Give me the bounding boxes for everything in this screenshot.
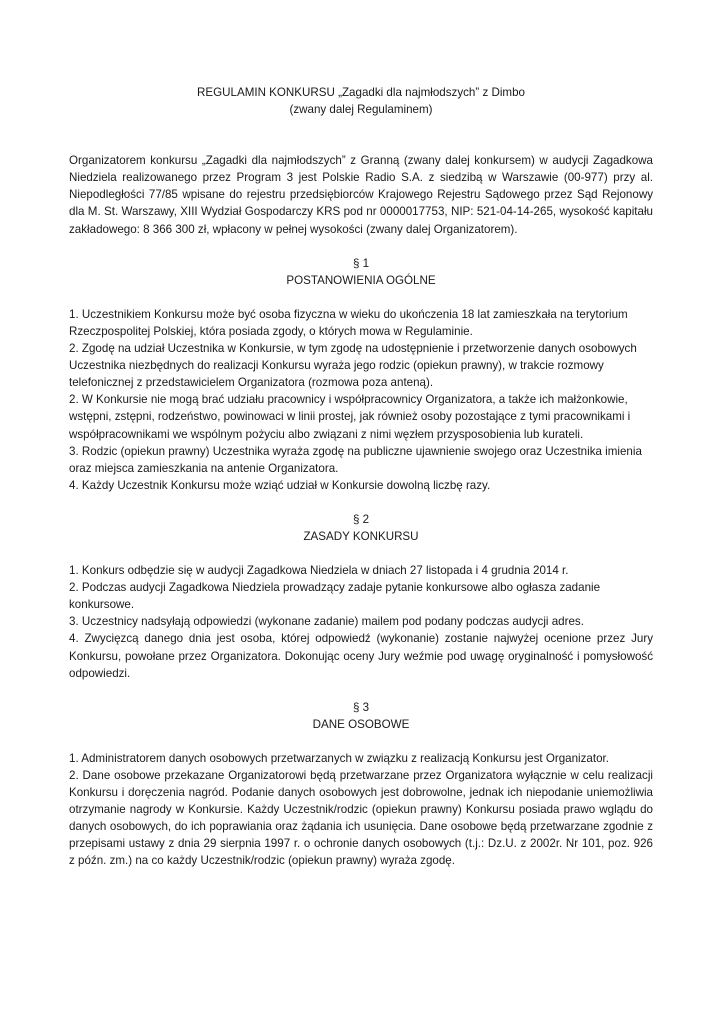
paragraph: 3. Uczestnicy nadsyłają odpowiedzi (wykonane zadanie) mailem pod podany podczas audycji adres. [69, 615, 584, 629]
section-body [69, 750, 653, 870]
paragraph: 4. Każdy Uczestnik Konkursu może wziąć udział w Konkursie dowolną liczbę razy. [69, 478, 491, 492]
paragraph: 1. Administratorem danych osobowych przetwarzanych w związku z realizacją Konkursu jest Organizator. [69, 751, 609, 765]
paragraph: 1. Konkurs odbędzie się w audycji Zagadkowa Niedziela w dniach 27 listopada i 4 grudnia 2014 r. [69, 564, 569, 578]
section-3 [69, 699, 653, 870]
document-title [69, 84, 653, 118]
section-1 [69, 255, 653, 494]
title-line-2: (zwany dalej Regulaminem) [289, 103, 433, 117]
title-line-1: REGULAMIN KONKURSU „Zagadki dla najmłodszych” z Dimbo [197, 86, 525, 99]
paragraph: 1. Uczestnikiem Konkursu może być osoba fizyczna w wieku do ukończenia 18 lat zamieszkała na terytorium Rzeczpospolitej Polskiej, która posiada zgody, o których mowa w Regulaminie. [69, 307, 628, 338]
section-title: DANE OSOBOWE [312, 717, 410, 731]
paragraph: 2. W Konkursie nie mogą brać udziału pracownicy i współpracownicy Organizatora, a także ich małżonkowie, wstępni, zstępni, rodzeństwo, powinowaci w linii prostej, jak również osoby pozostające z tymi pracownikami i współpracownikami we wspólnym pożyciu albo związani z nimi węzłem przysposobienia lub kurateli. [69, 393, 631, 441]
section-title: POSTANOWIENIA OGÓLNE [286, 273, 436, 287]
paragraph: 2. Dane osobowe przekazane Organizatorowi będą przetwarzane przez Organizatora wyłącznie w celu realizacji Konkursu i doręczenia nagród. Podanie danych osobowych jest dobrowolne, jednak ich niepodanie uniemożliwia otrzymanie nagrody w Konkursie. Każdy Uczestnik/rodzic (opiekun prawny) Konkursu posiada prawo wglądu do danych osobowych, do ich poprawiania oraz żądania ich usunięcia. Dane osobowe będą przetwarzane zgodnie z przepisami ustawy z dnia 29 sierpnia 1997 r. o ochronie danych osobowych (t.j.: Dz.U. z 2002r. Nr 101, poz. 926 z późn. zm.) na co każdy Uczestnik/rodzic (opiekun prawny) wyraża zgodę. [69, 769, 653, 868]
section-heading [69, 699, 653, 733]
paragraph: 3. Rodzic (opiekun prawny) Uczestnika wyraża zgodę na publiczne ujawnienie swojego oraz Uczestnika imienia oraz miejsca zamieszkania na antenie Organizatora. [69, 444, 642, 475]
paragraph: 2. Podczas audycji Zagadkowa Niedziela prowadzący zadaje pytanie konkursowe albo ogłasza zadanie konkursowe. [69, 581, 601, 612]
section-body [69, 562, 653, 682]
section-title: ZASADY KONKURSU [303, 529, 419, 543]
section-number: § 3 [352, 700, 370, 714]
section-body [69, 306, 653, 494]
section-heading [69, 255, 653, 289]
section-number: § 1 [352, 256, 370, 270]
intro-paragraph: Organizatorem konkursu „Zagadki dla najmłodszych” z Granną (zwany dalej konkursem) w audycji Zagadkowa Niedziela realizowanego przez Program 3 jest Polskie Radio S.A. z siedzibą w Warszawie (00-977) przy al. Niepodległości 77/85 wpisane do rejestru przedsiębiorców Krajowego Rejestru Sądowego przez Sąd Rejonowy dla M. St. Warszawy, XIII Wydział Gospodarczy KRS pod nr 0000017753, NIP: 521-04-14-265, wysokość kapitału zakładowego: 8 366 300 zł, wpłacony w pełnej wysokości (zwany dalej Organizatorem). [69, 154, 653, 236]
paragraph: 2. Zgodę na udział Uczestnika w Konkursie, w tym zgodę na udostępnienie i przetworzenie danych osobowych Uczestnika niezbędnych do realizacji Konkursu wyraża jego rodzic (opiekun prawny), w trakcie rozmowy telefonicznej z przedstawicielem Organizatora (rozmowa poza anteną). [69, 342, 637, 390]
paragraph: 4. Zwycięzcą danego dnia jest osoba, której odpowiedź (wykonanie) zostanie najwyżej ocenione przez Jury Konkursu, powołane przez Organizatora. Dokonując oceny Jury weźmie pod uwagę oryginalność i pomysłowość odpowiedzi. [69, 632, 653, 680]
section-number: § 2 [352, 512, 370, 526]
section-2 [69, 511, 653, 682]
document-page [69, 84, 653, 887]
section-heading [69, 511, 653, 545]
